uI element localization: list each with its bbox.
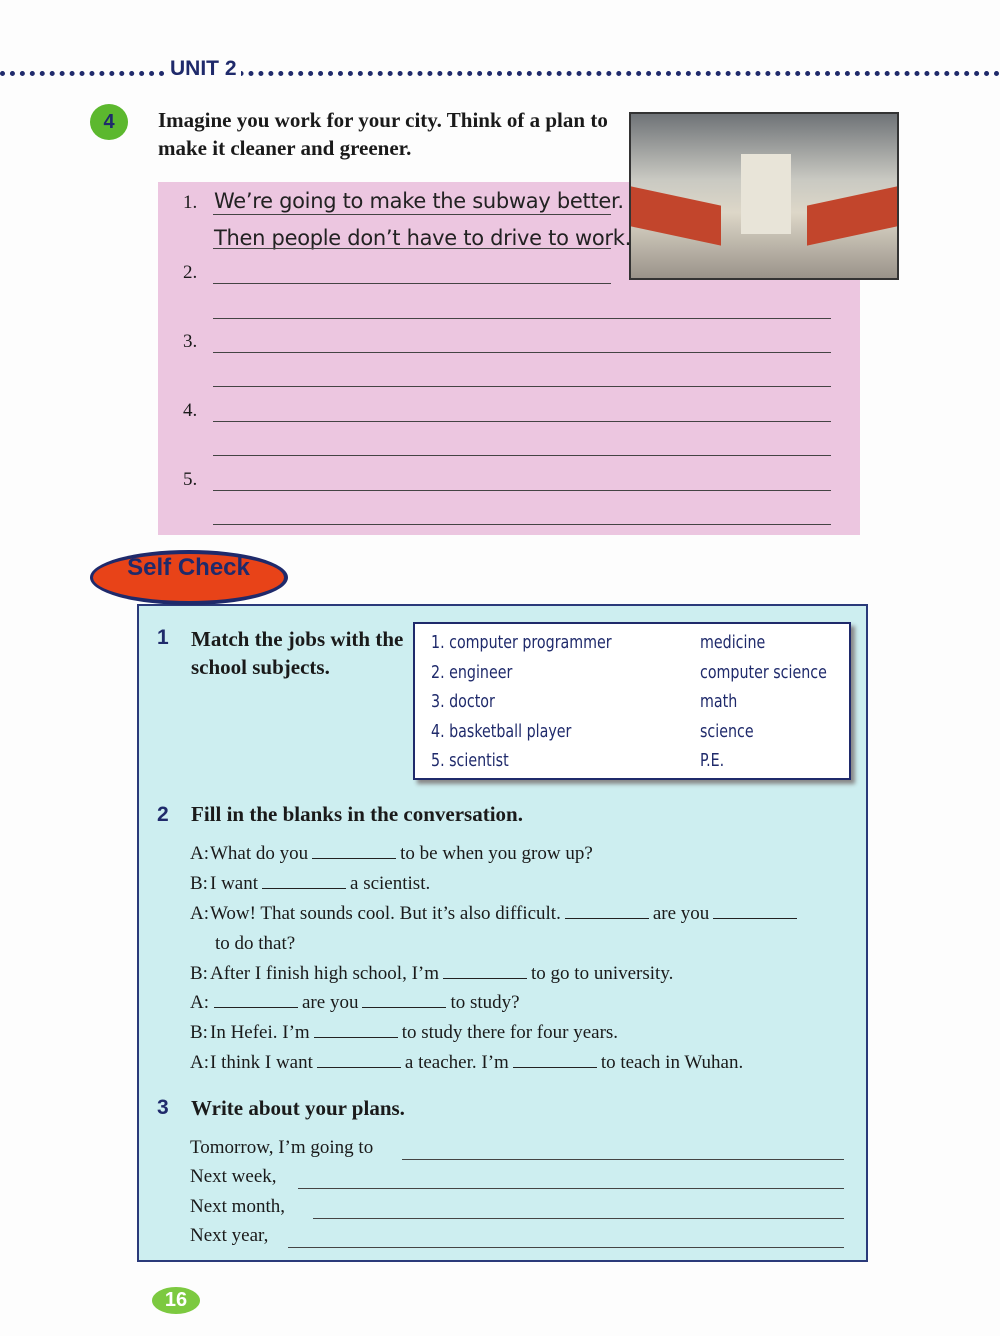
job-item: 1. computer programmer — [431, 632, 612, 653]
conversation-line: A:Wow! That sounds cool. But it’s also difficult. are you — [190, 903, 801, 925]
subject-item: computer science — [700, 662, 827, 683]
plan-answer-line[interactable] — [313, 1218, 844, 1219]
self-check-title: Self Check — [90, 550, 288, 605]
blank[interactable] — [713, 918, 797, 919]
answer-line[interactable] — [213, 283, 611, 284]
conversation-line: B: In Hefei. I’m to study there for four years. — [190, 1022, 619, 1043]
question-number: 2 — [157, 803, 169, 826]
answer-line[interactable] — [213, 421, 831, 422]
question-title: Write about your plans. — [191, 1096, 405, 1120]
blank[interactable] — [317, 1067, 401, 1068]
answer-line[interactable] — [213, 386, 831, 387]
item-number: 3. — [183, 331, 198, 352]
unit-label: UNIT 2 — [166, 57, 241, 81]
subject-item: medicine — [700, 632, 766, 653]
subject-item: math — [700, 691, 738, 712]
conversation-line: A: are you to study? — [190, 992, 520, 1013]
answer-line[interactable] — [213, 524, 831, 525]
answer-line[interactable] — [213, 318, 831, 319]
job-item: 4. basketball player — [431, 721, 572, 742]
plan-answer-line[interactable] — [288, 1247, 844, 1248]
blank[interactable] — [214, 1007, 298, 1008]
matching-box — [413, 622, 851, 780]
blank[interactable] — [262, 888, 346, 889]
subway-car-photo — [629, 112, 899, 280]
question-number: 3 — [157, 1096, 169, 1119]
item-number: 5. — [183, 469, 198, 490]
example-answer-line1: We’re going to make the subway better. — [214, 189, 624, 213]
page-number: 16 — [152, 1287, 200, 1314]
item-number: 4. — [183, 400, 198, 421]
answer-line[interactable] — [213, 490, 831, 491]
blank[interactable] — [443, 978, 527, 979]
plan-answer-line[interactable] — [402, 1159, 844, 1160]
answer-line[interactable] — [213, 352, 831, 353]
plan-prompt: Next month, — [190, 1196, 285, 1217]
conversation-line: B: After I finish high school, I’m to go to university. — [190, 963, 674, 984]
job-item: 3. doctor — [431, 691, 495, 712]
question-title: Match the jobs with the school subjects. — [191, 627, 404, 679]
question-number: 1 — [157, 626, 169, 649]
conversation-line: A:What do you to be when you grow up? — [190, 843, 593, 864]
answer-line[interactable] — [213, 455, 831, 456]
example-answer-line2: Then people don’t have to drive to work. — [214, 226, 632, 250]
conversation-line: A:I think I want a teacher. I’m to teach in Wuhan. — [190, 1052, 744, 1073]
blank[interactable] — [565, 918, 649, 919]
blank[interactable] — [314, 1037, 398, 1038]
job-item: 5. scientist — [431, 750, 509, 771]
job-item: 2. engineer — [431, 662, 513, 683]
activity-number-badge: 4 — [90, 104, 128, 140]
question-title: Fill in the blanks in the conversation. — [191, 802, 523, 826]
conversation-line-continued: to do that? — [215, 933, 296, 954]
dotted-rule — [0, 64, 1000, 76]
plan-answer-line[interactable] — [298, 1188, 844, 1189]
conversation-line: B: I want a scientist. — [190, 873, 431, 894]
blank[interactable] — [312, 858, 396, 859]
plan-prompt: Next week, — [190, 1166, 277, 1187]
item-number: 1. — [183, 192, 198, 213]
blank[interactable] — [362, 1007, 446, 1008]
blank[interactable] — [513, 1067, 597, 1068]
activity-instruction: Imagine you work for your city. Think of a plan to make it cleaner and greener. — [158, 108, 608, 160]
subject-item: P.E. — [700, 750, 725, 771]
subject-item: science — [700, 721, 754, 742]
item-number: 2. — [183, 262, 198, 283]
plan-prompt: Tomorrow, I’m going to — [190, 1137, 374, 1158]
plan-prompt: Next year, — [190, 1225, 269, 1246]
